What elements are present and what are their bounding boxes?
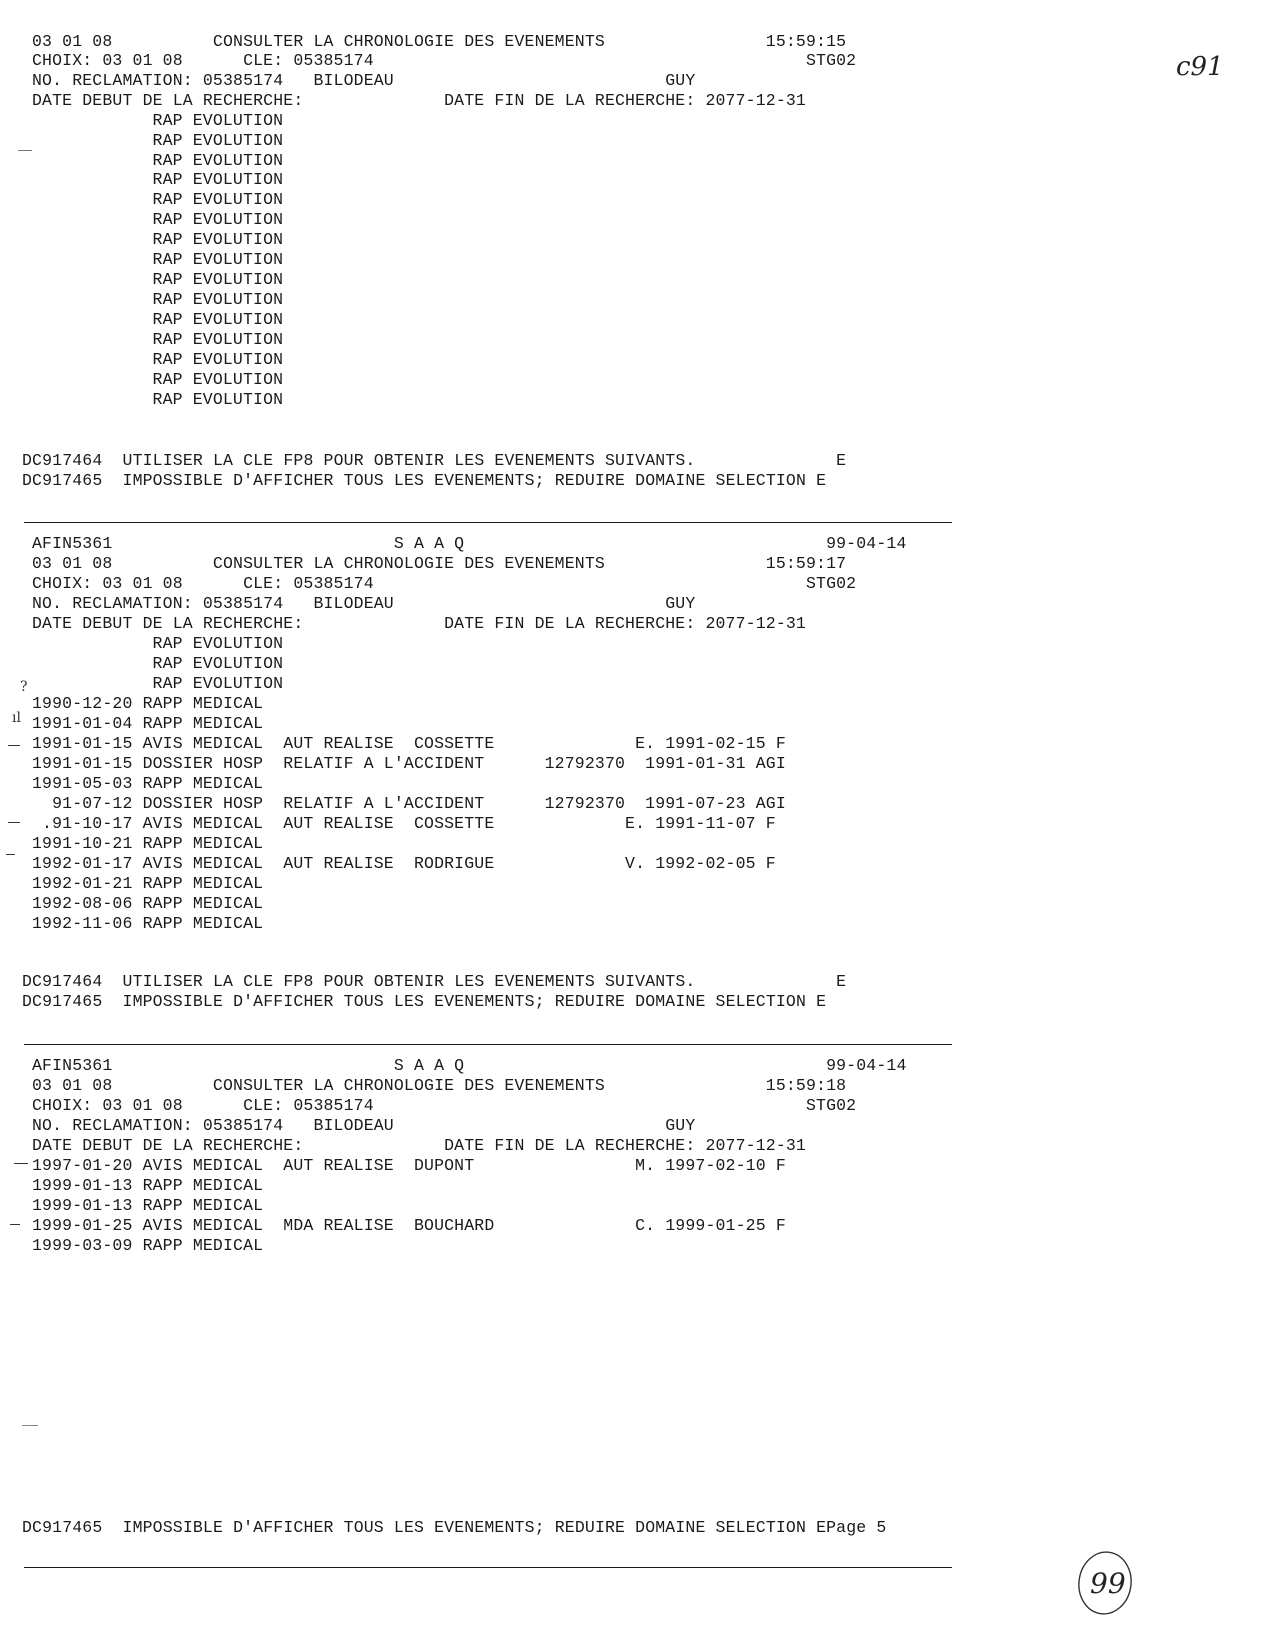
event-row: RAP EVOLUTION (52, 190, 284, 209)
event-row: 1990-12-20 RAPP MEDICAL (32, 694, 264, 713)
header-dates-line: DATE DEBUT DE LA RECHERCHE: DATE FIN DE LA RECHERCHE: 2077-12-31 (32, 1136, 806, 1155)
event-row: 1999-03-09 RAPP MEDICAL (32, 1236, 264, 1255)
event-row: RAP EVOLUTION (52, 370, 284, 389)
circled-page-number-text: 99 (1090, 1567, 1126, 1600)
event-row: RAP EVOLUTION (52, 210, 284, 229)
page-divider (24, 522, 952, 523)
event-row: RAP EVOLUTION (52, 290, 284, 309)
event-row: 1997-01-20 AVIS MEDICAL AUT REALISE DUPONT M. 1997-02-10 F (32, 1156, 786, 1175)
margin-mark (8, 822, 20, 823)
event-row: RAP EVOLUTION (52, 330, 284, 349)
event-row: 1991-10-21 RAPP MEDICAL (32, 834, 264, 853)
message-fp8: DC917464 UTILISER LA CLE FP8 POUR OBTENIR LES EVENEMENTS SUIVANTS. E (22, 451, 847, 470)
event-row: 1999-01-25 AVIS MEDICAL MDA REALISE BOUCHARD C. 1999-01-25 F (32, 1216, 786, 1235)
header-dates-line: DATE DEBUT DE LA RECHERCHE: DATE FIN DE LA RECHERCHE: 2077-12-31 (32, 614, 806, 633)
header-program-line: AFIN5361 S A A Q 99-04-14 (32, 1056, 907, 1075)
margin-mark: ? (20, 679, 28, 695)
margin-mark: ıl (12, 710, 21, 726)
event-row: RAP EVOLUTION (52, 634, 284, 653)
event-row: RAP EVOLUTION (52, 674, 284, 693)
event-row: 1992-01-17 AVIS MEDICAL AUT REALISE RODRIGUE V. 1992-02-05 F (32, 854, 776, 873)
header-title-line: 03 01 08 CONSULTER LA CHRONOLOGIE DES EVENEMENTS 15:59:17 (32, 554, 847, 573)
header-choix-line: CHOIX: 03 01 08 CLE: 05385174 STG02 (32, 1096, 857, 1115)
page-divider (24, 1044, 952, 1045)
header-reclamation-line: NO. RECLAMATION: 05385174 BILODEAU GUY (32, 1116, 696, 1135)
event-row: RAP EVOLUTION (52, 151, 284, 170)
margin-mark (10, 1224, 20, 1225)
header-title-line: 03 01 08 CONSULTER LA CHRONOLOGIE DES EVENEMENTS 15:59:15 (32, 32, 847, 51)
event-row: 1991-01-04 RAPP MEDICAL (32, 714, 264, 733)
header-choix-line: CHOIX: 03 01 08 CLE: 05385174 STG02 (32, 51, 857, 70)
event-row: RAP EVOLUTION (52, 230, 284, 249)
event-row: RAP EVOLUTION (52, 270, 284, 289)
event-row: 91-07-12 DOSSIER HOSP RELATIF A L'ACCIDENT 12792370 1991-07-23 AGI (32, 794, 786, 813)
margin-mark (8, 745, 20, 746)
event-row: RAP EVOLUTION (52, 111, 284, 130)
message-fp8: DC917464 UTILISER LA CLE FP8 POUR OBTENIR LES EVENEMENTS SUIVANTS. E (22, 972, 847, 991)
margin-mark (14, 1163, 28, 1164)
event-row: 1992-11-06 RAPP MEDICAL (32, 914, 264, 933)
event-row: RAP EVOLUTION (52, 170, 284, 189)
message-impossible: DC917465 IMPOSSIBLE D'AFFICHER TOUS LES EVENEMENTS; REDUIRE DOMAINE SELECTION E (22, 992, 827, 1011)
event-row: RAP EVOLUTION (52, 250, 284, 269)
header-program-line: AFIN5361 S A A Q 99-04-14 (32, 534, 907, 553)
header-dates-line: DATE DEBUT DE LA RECHERCHE: DATE FIN DE LA RECHERCHE: 2077-12-31 (32, 91, 806, 110)
margin-mark (18, 150, 32, 151)
header-reclamation-line: NO. RECLAMATION: 05385174 BILODEAU GUY (32, 594, 696, 613)
handwritten-annotation-top: c91 (1176, 52, 1224, 82)
event-row: 1999-01-13 RAPP MEDICAL (32, 1176, 264, 1195)
page-divider (24, 1567, 952, 1568)
event-row: 1991-01-15 DOSSIER HOSP RELATIF A L'ACCIDENT 12792370 1991-01-31 AGI (32, 754, 786, 773)
margin-mark (22, 1425, 38, 1426)
event-row: 1999-01-13 RAPP MEDICAL (32, 1196, 264, 1215)
header-reclamation-line: NO. RECLAMATION: 05385174 BILODEAU GUY (32, 71, 696, 90)
event-row: 1992-08-06 RAPP MEDICAL (32, 894, 264, 913)
circled-page-number (1074, 1547, 1136, 1619)
header-title-line: 03 01 08 CONSULTER LA CHRONOLOGIE DES EVENEMENTS 15:59:18 (32, 1076, 847, 1095)
event-row: 1992-01-21 RAPP MEDICAL (32, 874, 264, 893)
event-row: 1991-05-03 RAPP MEDICAL (32, 774, 264, 793)
header-choix-line: CHOIX: 03 01 08 CLE: 05385174 STG02 (32, 574, 857, 593)
event-row: RAP EVOLUTION (52, 654, 284, 673)
event-row: RAP EVOLUTION (52, 310, 284, 329)
event-row: RAP EVOLUTION (52, 390, 284, 409)
margin-mark (6, 854, 15, 855)
event-row: 1991-01-15 AVIS MEDICAL AUT REALISE COSSETTE E. 1991-02-15 F (32, 734, 786, 753)
event-row: RAP EVOLUTION (52, 350, 284, 369)
message-impossible: DC917465 IMPOSSIBLE D'AFFICHER TOUS LES EVENEMENTS; REDUIRE DOMAINE SELECTION E (22, 471, 827, 490)
message-impossible: DC917465 IMPOSSIBLE D'AFFICHER TOUS LES EVENEMENTS; REDUIRE DOMAINE SELECTION EPage 5 (22, 1518, 887, 1537)
event-row: RAP EVOLUTION (52, 131, 284, 150)
event-row: .91-10-17 AVIS MEDICAL AUT REALISE COSSETTE E. 1991-11-07 F (32, 814, 776, 833)
